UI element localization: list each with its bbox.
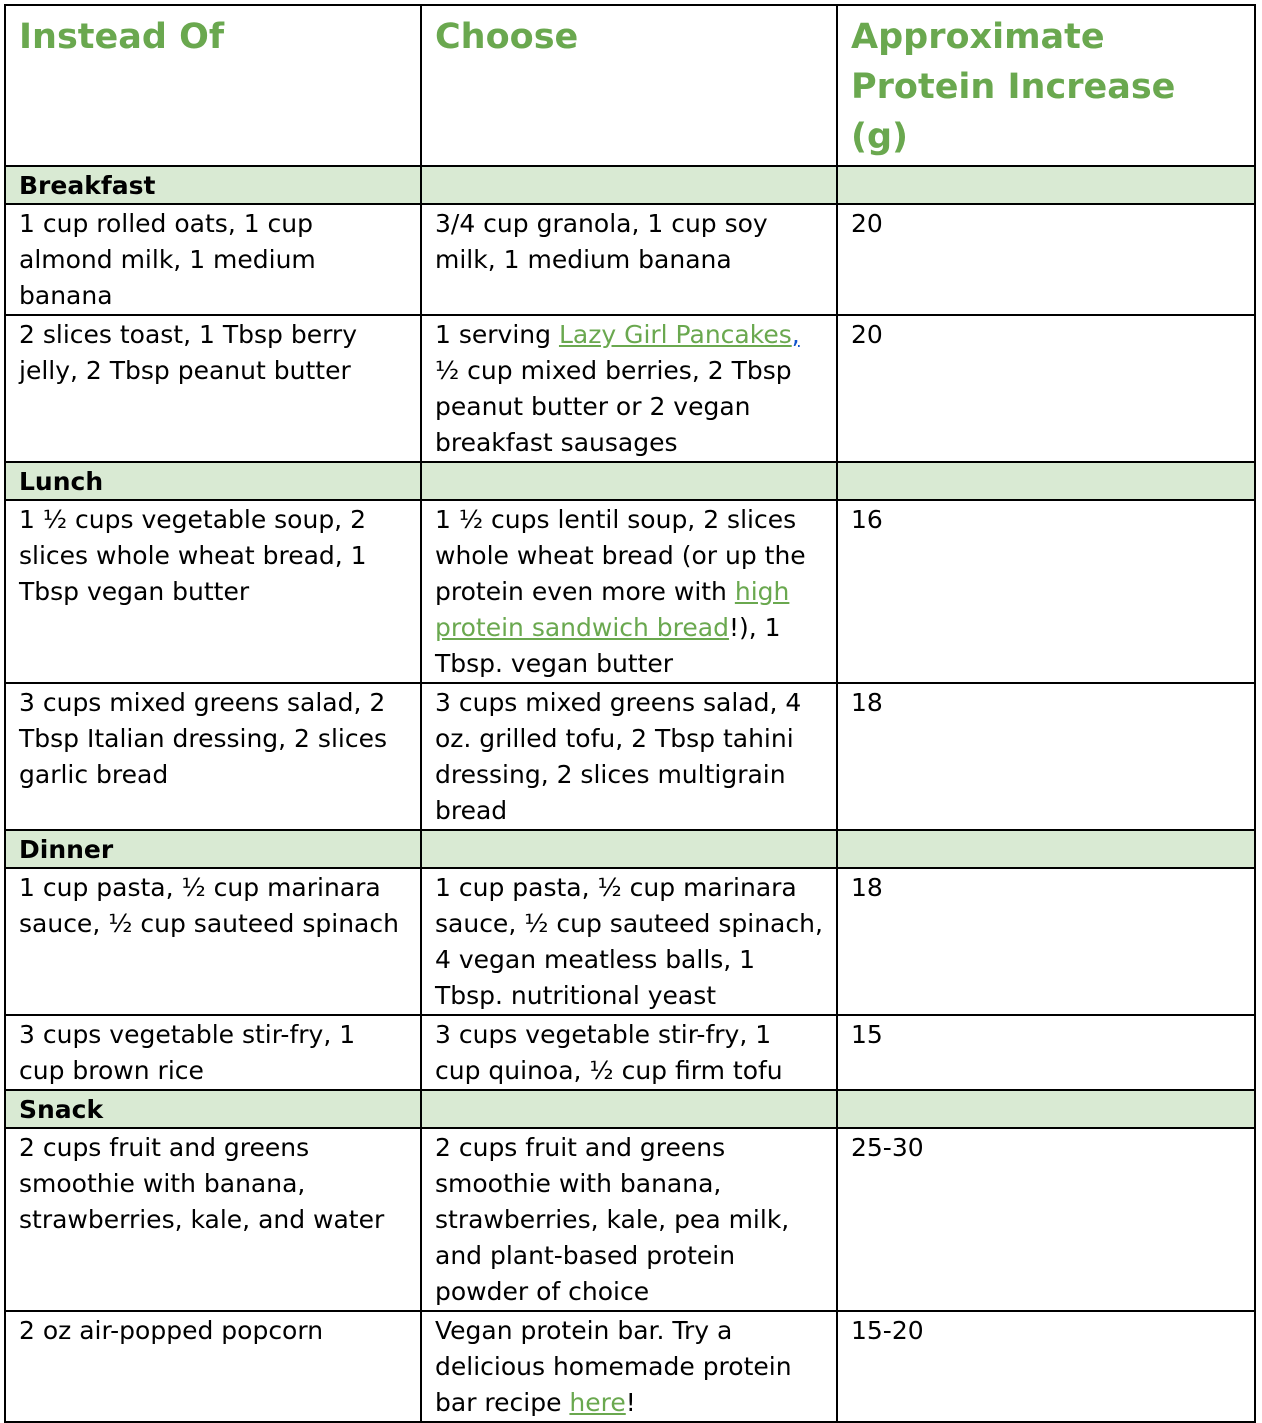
table-row: [5, 868, 1255, 1015]
instead-of-cell: 2 oz air-popped popcorn: [5, 1311, 421, 1422]
choose-cell: [421, 500, 837, 683]
choose-text: !: [625, 1388, 636, 1417]
section-empty-cell: [837, 462, 1255, 500]
choose-cell: 3 cups vegetable stir-fry, 1 cup quinoa, ½ cup firm tofu: [421, 1015, 837, 1090]
choose-cell: 1 cup pasta, ½ cup marinara sauce, ½ cup sauteed spinach, 4 vegan meatless balls, 1 Tbsp. nutritional yeast: [421, 868, 837, 1015]
choose-cell: 3 cups mixed greens salad, 4 oz. grilled tofu, 2 Tbsp tahini dressing, 2 slices multigrain bread: [421, 683, 837, 830]
table-row: [5, 1311, 1255, 1422]
section-empty-cell: [421, 830, 837, 868]
instead-of-cell: 1 cup rolled oats, 1 cup almond milk, 1 medium banana: [5, 204, 421, 315]
protein-cell: 16: [837, 500, 1255, 683]
header-protein-increase: Approximate Protein Increase (g): [837, 5, 1255, 166]
section-label-dinner: Dinner: [5, 830, 421, 868]
table-row: [5, 683, 1255, 830]
choose-cell: 3/4 cup granola, 1 cup soy milk, 1 medium banana: [421, 204, 837, 315]
choose-cell: [421, 315, 837, 462]
protein-cell: 20: [837, 204, 1255, 315]
protein-bar-recipe-link[interactable]: here: [569, 1388, 626, 1417]
choose-text: ½ cup mixed berries, 2 Tbsp peanut butter or 2 vegan breakfast sausages: [435, 356, 792, 457]
section-row-dinner: [5, 830, 1255, 868]
protein-cell: 25-30: [837, 1128, 1255, 1311]
instead-of-cell: 3 cups mixed greens salad, 2 Tbsp Italian dressing, 2 slices garlic bread: [5, 683, 421, 830]
table-row: [5, 1015, 1255, 1090]
section-empty-cell: [421, 462, 837, 500]
choose-text: 1 serving: [435, 320, 559, 349]
table-row: [5, 315, 1255, 462]
choose-text: !), 1 Tbsp. vegan butter: [435, 613, 781, 678]
header-instead-of: Instead Of: [5, 5, 421, 166]
section-label-breakfast: Breakfast: [5, 166, 421, 204]
choose-cell: [421, 1311, 837, 1422]
table-row: [5, 1128, 1255, 1311]
instead-of-cell: 1 cup pasta, ½ cup marinara sauce, ½ cup sauteed spinach: [5, 868, 421, 1015]
instead-of-cell: 2 slices toast, 1 Tbsp berry jelly, 2 Tbsp peanut butter: [5, 315, 421, 462]
table-row: [5, 500, 1255, 683]
section-empty-cell: [421, 166, 837, 204]
instead-of-cell: 2 cups fruit and greens smoothie with banana, strawberries, kale, and water: [5, 1128, 421, 1311]
instead-of-cell: 1 ½ cups vegetable soup, 2 slices whole wheat bread, 1 Tbsp vegan butter: [5, 500, 421, 683]
protein-cell: 15-20: [837, 1311, 1255, 1422]
protein-cell: 15: [837, 1015, 1255, 1090]
table-row: [5, 204, 1255, 315]
choose-text: 1 ½ cups lentil soup, 2 slices whole wheat bread (or up the protein even more with: [435, 505, 806, 606]
instead-of-cell: 3 cups vegetable stir-fry, 1 cup brown rice: [5, 1015, 421, 1090]
protein-cell: 18: [837, 683, 1255, 830]
choose-text: Vegan protein bar. Try a delicious homemade protein bar recipe: [435, 1316, 792, 1417]
link-comma: ,: [791, 320, 800, 349]
header-row: [5, 5, 1255, 166]
protein-swap-table: [4, 4, 1256, 1423]
section-label-snack: Snack: [5, 1090, 421, 1128]
section-empty-cell: [421, 1090, 837, 1128]
header-choose: Choose: [421, 5, 837, 166]
protein-cell: 20: [837, 315, 1255, 462]
section-row-lunch: [5, 462, 1255, 500]
choose-cell: 2 cups fruit and greens smoothie with banana, strawberries, kale, pea milk, and plant-based protein powder of choice: [421, 1128, 837, 1311]
section-label-lunch: Lunch: [5, 462, 421, 500]
high-protein-bread-link[interactable]: high protein sandwich bread: [435, 577, 790, 642]
section-empty-cell: [837, 1090, 1255, 1128]
lazy-girl-pancakes-link[interactable]: Lazy Girl Pancakes: [558, 320, 792, 349]
section-row-snack: [5, 1090, 1255, 1128]
section-empty-cell: [837, 830, 1255, 868]
section-row-breakfast: [5, 166, 1255, 204]
section-empty-cell: [837, 166, 1255, 204]
protein-cell: 18: [837, 868, 1255, 1015]
